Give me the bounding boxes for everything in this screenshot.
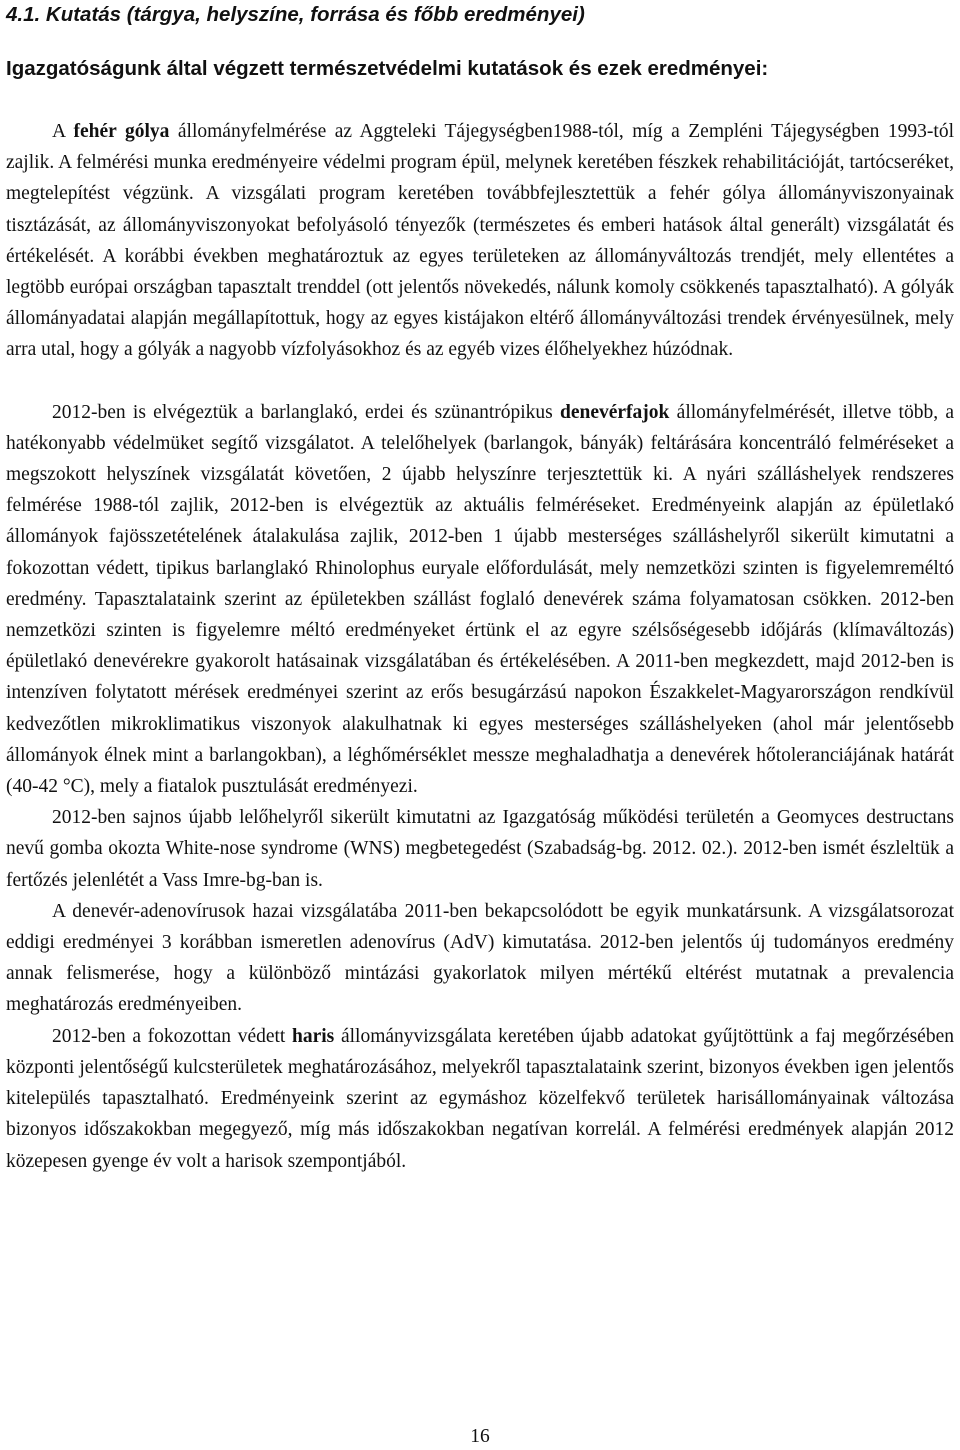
paragraph-corncrake xyxy=(6,1021,954,1177)
paragraph-wns: 2012-ben sajnos újabb lelőhelyről sikerült kimutatni az Igazgatóság működési területén a Geomyces destructans nevű gomba okozta White-nose syndrome (WNS) megbetegedést (Szabadság-bg. 2012. 02.). 2012-ben ismét észleltük a fertőzés jelenlétét a Vass Imre-bg-ban is. xyxy=(6,807,954,891)
page-number: 16 xyxy=(470,1426,490,1447)
paragraph-text: 2012-ben is elvégeztük a barlanglakó, erdei és szünantrópikus xyxy=(52,401,560,423)
subheading: Igazgatóságunk által végzett természetvédelmi kutatások és ezek eredményei: xyxy=(6,57,769,80)
paragraph-bats xyxy=(6,397,954,803)
paragraph-adenovirus: A denevér-adenovírusok hazai vizsgálatába 2011-ben bekapcsolódott be egyik munkatársunk. A vizsgálatsorozat eddigi eredményei 3 korábban ismeretlen adenovírus (AdV) kimutatása. 2012-ben jelentős új tudományos eredmény annak felismerése, hogy a különböző mintázási gyakorlatok milyen mértékű eltérést mutatnak a prevalencia meghatározás eredményeiben. xyxy=(6,900,954,1016)
paragraph-gap xyxy=(6,366,954,397)
species-name-bold: fehér gólya xyxy=(73,121,170,142)
paragraph-text: 2012-ben a fokozottan védett xyxy=(52,1025,293,1047)
species-name-bold: denevérfajok xyxy=(560,401,670,423)
section-heading: 4.1. Kutatás (tárgya, helyszíne, forrása és főbb eredményei) xyxy=(6,3,585,26)
paragraph-text: állományfelmérését, illetve több, a hatékonyabb védelmüket segítő vizsgálatot. A telelőhelyek (barlangok, bányák) feltárására koncentráló felméréseket a megszokott helyszínek vizsgálatát követően, 2 újabb helyszínre terjesztettük ki. A nyári szálláshelyek rendszeres felmérése 1988-tól zajlik, 2012-ben is elvégeztük az aktuális felméréseket. Eredményeink alapján az épületlakó állományok fajösszetételének átalakulása zajlik, 2012-ben 1 újabb mesterséges szálláshelyről sikerült kimutatni a fokozottan védett, tipikus barlanglakó Rhinolophus euryale előfordulását, mely nemzetközi szinten is figyelemreméltó eredmény. Tapasztalataink szerint az épületekben szállást foglaló denevérek száma folyamatosan csökken. 2012-ben nemzetközi szinten is figyelemre méltó eredményeket értünk el az egyre szélsőségesebb időjárás (klímaváltozás) épületlakó denevérekre gyakorolt hatásainak vizsgálatában és értékelésében. A 2011-ben megkezdett, majd 2012-ben is intenzíven folytatott mérések eredményei szerint az erős besugárzású napokon Északkelet-Magyarországon rendkívül kedvezőtlen mikroklimatikus viszonyok alakulhatnak ki egyes mesterséges szálláshelyeken (ahol már jelentősebb állományok élnek mint a barlangokban), a léghőmérséklet messze meghaladhatja a denevérek hőtoleranciájának határát (40-42 °C), mely a fiatalok pusztulását eredményezi. xyxy=(6,401,954,798)
species-name-bold: haris xyxy=(292,1025,335,1047)
paragraph-white-stork xyxy=(6,116,954,366)
body-text xyxy=(6,116,954,1177)
paragraph-text: állományfelmérése az Aggteleki Tájegységben1988-tól, míg a Zempléni Tájegységben 1993-tól zajlik. A felmérési munka eredményeire védelmi program épül, melynek keretében fészkek rehabilitációját, tartócseréket, megtelepítést végzünk. A vizsgálati program keretében továbbfejlesztettük a fehér gólya állományviszonyainak tisztázását, az állományviszonyokat befolyásoló tényezők (természetes és emberi hatások által generált) vizsgálatát és értékelését. A korábbi években meghatároztuk az egyes területeken az állományváltozás trendjét, mely ellentétes a legtöbb európai országban tapasztalt trenddel (ott jelentős növekedés, nálunk komoly csökkenés tapasztalható). A gólyák állományadatai alapján megállapítottuk, hogy az egyes kistájakon eltérő állományváltozási trendek érvényesülnek, mely arra utal, hogy a gólyák a nagyobb vízfolyásokhoz és az egyéb vizes élőhelyekhez húzódnak. xyxy=(6,121,954,361)
paragraph-text: állományvizsgálata keretében újabb adatokat gyűjtöttünk a faj megőrzésében központi jelentőségű kulcsterületek meghatározásához, melyekről tapasztalataink szerint, bizonyos években igen jelentős kitelepülés tapasztalható. Eredményeink szerint az egymáshoz közelfekvő területek harisállományainak változása bizonyos időszakokban megegyező, míg más időszakokban negatívan korrelál. A felmérési eredmények alapján 2012 közepesen gyenge év volt a harisok szempontjából. xyxy=(6,1025,954,1172)
paragraph-text: A xyxy=(52,121,74,142)
